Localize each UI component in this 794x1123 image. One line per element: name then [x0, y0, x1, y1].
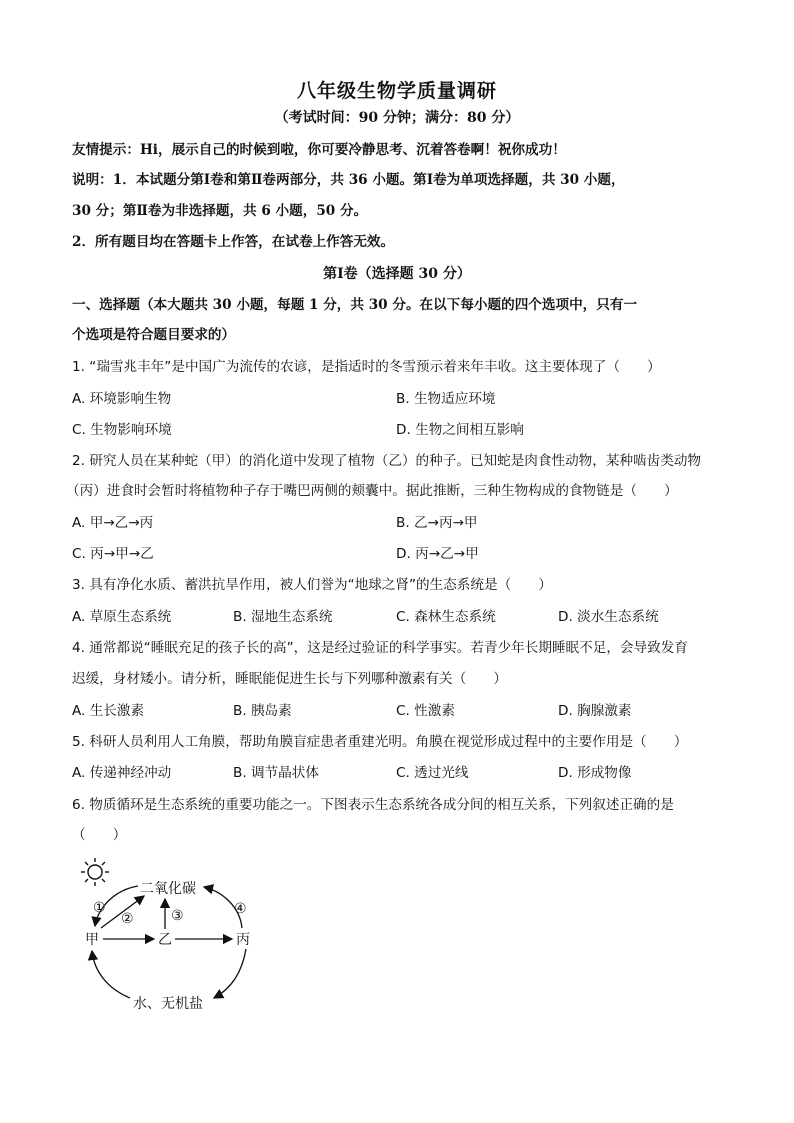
jia-node: 甲 — [85, 932, 99, 948]
note-line-3: 2．所有题目均在答题卡上作答，在试卷上作答无效。 — [72, 234, 395, 250]
question-2-option-b: B. 乙→丙→甲 — [396, 515, 478, 531]
question-2-text-1: 2. 研究人员在某种蛇（甲）的消化道中发现了植物（乙）的种子。已知蛇是肉食性动物，某种啮齿类动物 — [72, 453, 702, 469]
question-4-text-2: 迟缓，身材矮小。请分析，睡眠能促进生长与下列哪种激素有关（ ） — [72, 671, 507, 687]
question-1-option-a: A. 环境影响生物 — [72, 391, 172, 407]
question-4-option-b: B. 胰岛素 — [233, 703, 292, 719]
note-line-2: 30 分；第Ⅱ卷为非选择题，共 6 小题，50 分。 — [72, 203, 368, 219]
question-3-option-b: B. 湿地生态系统 — [233, 609, 333, 625]
question-2-option-c: C. 丙→甲→乙 — [72, 546, 154, 562]
label-1: ① — [93, 900, 106, 916]
water-node: 水、无机盐 — [133, 996, 203, 1012]
arrow-water-to-jia — [92, 951, 130, 998]
question-2-text-2: （丙）进食时会暂时将植物种子存于嘴巴两侧的颊囊中。据此推断，三种生物构成的食物链是（ ） — [66, 483, 678, 499]
section-instruction-1: 一、选择题（本大题共 30 小题，每题 1 分，共 30 分。在以下每小题的四个选项中，只有一 — [72, 297, 638, 313]
question-2-option-a: A. 甲→乙→丙 — [72, 515, 154, 531]
question-2-option-d: D. 丙→乙→甲 — [396, 546, 479, 562]
tip-text: 友情提示：Hi，展示自己的时候到啦，你可要冷静思考、沉着答卷啊！祝你成功！ — [72, 142, 566, 158]
question-4-option-c: C. 性激素 — [396, 703, 455, 719]
question-5-option-a: A. 传递神经冲动 — [72, 765, 172, 781]
section-heading: 第Ⅰ卷（选择题 30 分） — [323, 266, 471, 282]
question-6-text-1: 6. 物质循环是生态系统的重要功能之一。下图表示生态系统各成分间的相互关系，下列叙述正确的是 — [72, 797, 674, 813]
question-4-option-d: D. 胸腺激素 — [558, 703, 632, 719]
label-3: ③ — [171, 908, 184, 924]
question-4-text-1: 4. 通常都说“睡眠充足的孩子长的高”，这是经过验证的科学事实。若青少年长期睡眠不足，会导致发育 — [72, 640, 688, 656]
section-instruction-2: 个选项是符合题目要求的） — [72, 327, 236, 343]
question-5-option-c: C. 透过光线 — [396, 765, 469, 781]
question-1-text: 1. “瑞雪兆丰年”是中国广为流传的农谚，是指适时的冬雪预示着来年丰收。这主要体现了（ ） — [72, 359, 661, 375]
label-2: ② — [121, 911, 134, 927]
question-5-option-d: D. 形成物像 — [558, 765, 632, 781]
co2-node: 二氧化碳 — [140, 881, 196, 897]
question-3-option-c: C. 森林生态系统 — [396, 609, 496, 625]
question-1-option-c: C. 生物影响环境 — [72, 422, 172, 438]
question-3-option-a: A. 草原生态系统 — [72, 609, 172, 625]
question-1-option-d: D. 生物之间相互影响 — [396, 422, 524, 438]
question-6-text-2: （ ） — [72, 827, 127, 843]
sun-icon — [81, 858, 109, 886]
question-3-option-d: D. 淡水生态系统 — [558, 609, 659, 625]
question-3-text: 3. 具有净化水质、蓄洪抗旱作用，被人们誉为“地球之肾”的生态系统是（ ） — [72, 577, 552, 593]
question-1-option-b: B. 生物适应环境 — [396, 391, 496, 407]
ecosystem-diagram — [74, 850, 274, 1015]
question-5-text: 5. 科研人员利用人工角膜，帮助角膜盲症患者重建光明。角膜在视觉形成过程中的主要作用是（ ） — [72, 734, 688, 750]
note-line-1: 说明：1．本试题分第Ⅰ卷和第Ⅱ卷两部分，共 36 小题。第Ⅰ卷为单项选择题，共 30 小题， — [72, 172, 625, 188]
question-4-option-a: A. 生长激素 — [72, 703, 145, 719]
bing-node: 丙 — [236, 932, 250, 948]
question-5-option-b: B. 调节晶状体 — [233, 765, 319, 781]
yi-node: 乙 — [158, 932, 172, 948]
label-4: ④ — [234, 901, 247, 917]
exam-info: （考试时间：90 分钟；满分：80 分） — [274, 110, 520, 126]
arrow-bing-to-water — [214, 949, 246, 998]
page-title: 八年级生物学质量调研 — [296, 80, 497, 102]
